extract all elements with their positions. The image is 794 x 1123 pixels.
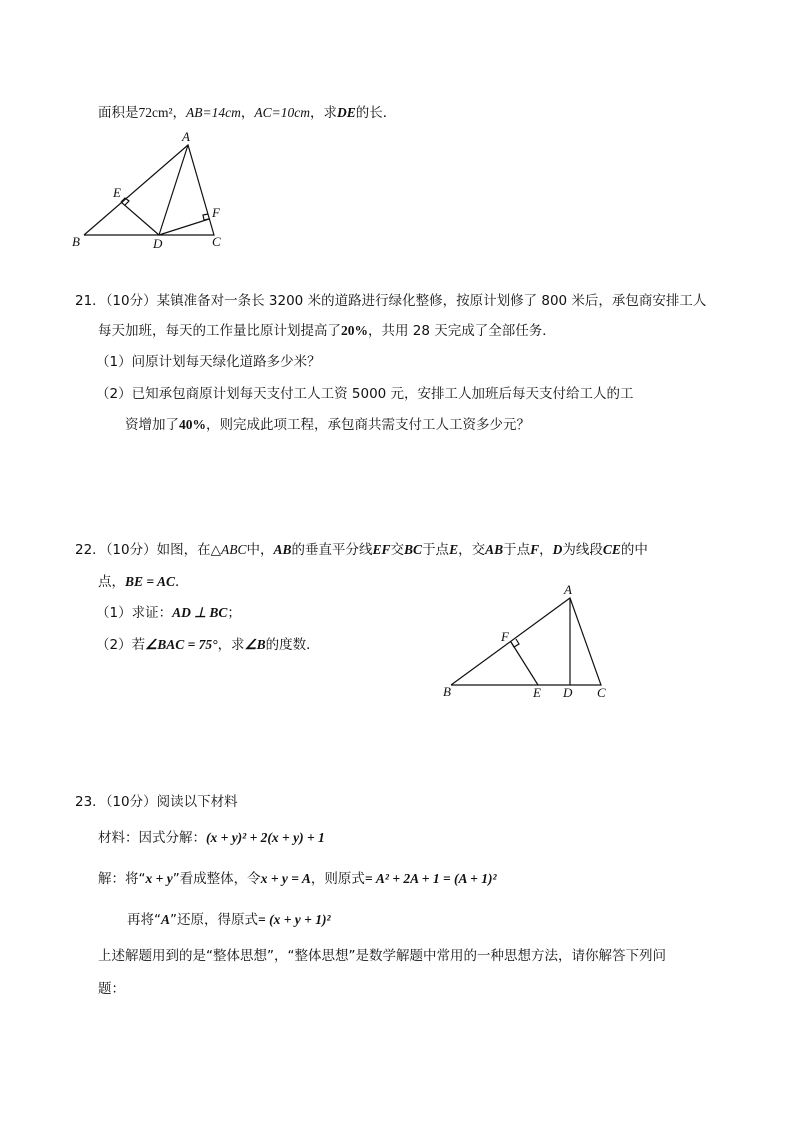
label-d: D xyxy=(153,236,163,251)
area-value: 72cm² xyxy=(138,105,173,120)
segment-ef xyxy=(511,642,538,685)
ab-length: AB=14cm xyxy=(186,105,241,120)
q21-part1: （1）问原计划每天绿化道路多少米？ xyxy=(96,354,321,370)
q23-summary-line1: 上述解题用到的是“整体思想”，“整体思想”是数学解题中常用的一种思想方法，请你解答下列问 xyxy=(98,948,666,964)
label-b: B xyxy=(72,234,80,249)
q21-stem-line2: 每天加班，每天的工作量比原计划提高了20%，共用 28 天完成了全部任务． xyxy=(98,323,556,339)
q23-summary-line2: 题： xyxy=(98,981,125,997)
ac-length: AC=10cm xyxy=(254,105,310,120)
label-e: E xyxy=(113,185,121,200)
label-d: D xyxy=(563,685,573,700)
q21-part2-line2: 资增加了40%，则完成此项工程，承包商共需支付工人工资多少元？ xyxy=(125,417,530,433)
q23-material: 材料：因式分解：(x + y)² + 2(x + y) + 1 xyxy=(98,830,325,846)
triangle-abc xyxy=(451,598,601,685)
label-a: A xyxy=(564,582,572,597)
q22-score: （10分） xyxy=(105,542,157,558)
label-c: C xyxy=(597,685,606,700)
q23-heading: 23．（10分）阅读以下材料 xyxy=(75,794,238,810)
q20-statement: 面积是72cm²，AB=14cm，AC=10cm，求DE的长． xyxy=(98,105,397,121)
label-e: E xyxy=(533,685,541,700)
label-f: F xyxy=(212,205,220,220)
q22-stem-line1: 22．（10分）如图，在△ABC中，AB的垂直平分线EF交BC于点E，交AB于点F，D为线段CE的中 xyxy=(75,542,648,558)
q21-part2-line1: （2）已知承包商原计划每天支付工人工资 5000 元，安排工人加班后每天支付给工人的工 xyxy=(96,386,634,402)
label-b: B xyxy=(443,684,451,699)
q23-number: 23． xyxy=(75,794,106,810)
q22-stem-line2: 点，BE = AC． xyxy=(98,574,189,590)
q22-part2: （2）若∠BAC = 75°，求∠B的度数． xyxy=(96,637,320,653)
q23-restore: 再将“A”还原，得原式= (x + y + 1)² xyxy=(127,912,331,928)
q21-score: （10分） xyxy=(105,293,157,309)
q21-number: 21． xyxy=(75,293,106,309)
de-segment: DE xyxy=(337,105,356,120)
q23-solution: 解：将“x + y”看成整体，令x + y = A，则原式= A² + 2A + 1 = (A + 1)² xyxy=(98,871,497,887)
q22-number: 22． xyxy=(75,542,106,558)
q21-stem-line1: 21．（10分）某镇准备对一条长 3200 米的道路进行绿化整修，按原计划修了 800 米后，承包商安排工人 xyxy=(75,293,707,309)
label-c: C xyxy=(212,234,221,249)
q23-score: （10分） xyxy=(105,794,157,810)
label-f: F xyxy=(501,629,509,644)
label-a: A xyxy=(182,129,190,144)
q22-part1: （1）求证：AD ⊥ BC； xyxy=(96,605,241,621)
